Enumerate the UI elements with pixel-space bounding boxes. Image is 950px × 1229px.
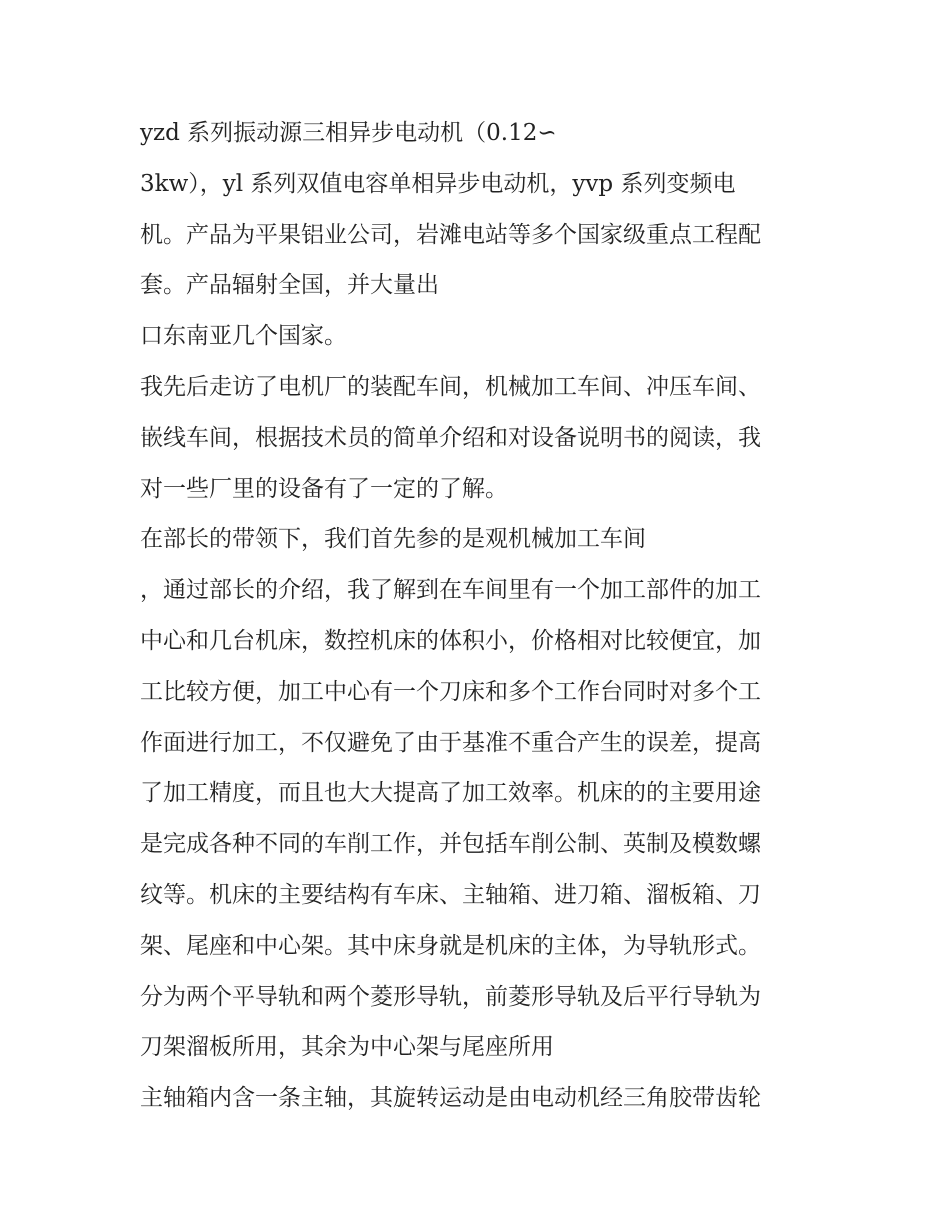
text-line: 3kw），yl 系列双值电容单相异步电动机，yvp 系列变频电 <box>140 170 736 197</box>
text-line: 在部长的带领下，我们首先参的是观机械加工车间 <box>140 526 646 553</box>
text-line: 架、尾座和中心架。其中床身就是机床的主体，为导轨形式。 <box>140 932 761 959</box>
text-line: yzd 系列振动源三相异步电动机（0.12∽ <box>140 120 557 146</box>
text-line: 中心和几台机床，数控机床的体积小，价格相对比较便宜，加 <box>140 627 761 654</box>
text-line: 分为两个平导轨和两个菱形导轨，前菱形导轨及后平行导轨为 <box>140 983 761 1010</box>
text-line: 刀架溜板所用，其余为中心架与尾座所用 <box>140 1034 554 1061</box>
text-line: 嵌线车间，根据技术员的简单介绍和对设备说明书的阅读，我 <box>140 424 761 451</box>
text-line: 机。产品为平果铝业公司，岩滩电站等多个国家级重点工程配 <box>140 221 761 248</box>
text-line: 口东南亚几个国家。 <box>140 323 347 350</box>
text-line: 对一些厂里的设备有了一定的了解。 <box>140 475 508 502</box>
text-line: 了加工精度，而且也大大提高了加工效率。机床的的主要用途 <box>140 780 761 807</box>
text-line: 主轴箱内含一条主轴，其旋转运动是由电动机经三角胶带齿轮 <box>140 1085 761 1112</box>
text-line: 工比较方便，加工中心有一个刀床和多个工作台同时对多个工 <box>140 678 761 705</box>
body-text <box>140 108 820 1124</box>
text-line: 作面进行加工，不仅避免了由于基准不重合产生的误差，提高 <box>140 729 761 756</box>
text-line: 纹等。机床的主要结构有车床、主轴箱、进刀箱、溜板箱、刀 <box>140 881 761 908</box>
text-line: 我先后走访了电机厂的装配车间，机械加工车间、冲压车间、 <box>140 373 761 400</box>
text-line: ，通过部长的介绍，我了解到在车间里有一个加工部件的加工 <box>140 577 761 604</box>
text-line: 套。产品辐射全国，并大量出 <box>140 272 439 299</box>
text-line: 是完成各种不同的车削工作，并包括车削公制、英制及模数螺 <box>140 831 761 858</box>
